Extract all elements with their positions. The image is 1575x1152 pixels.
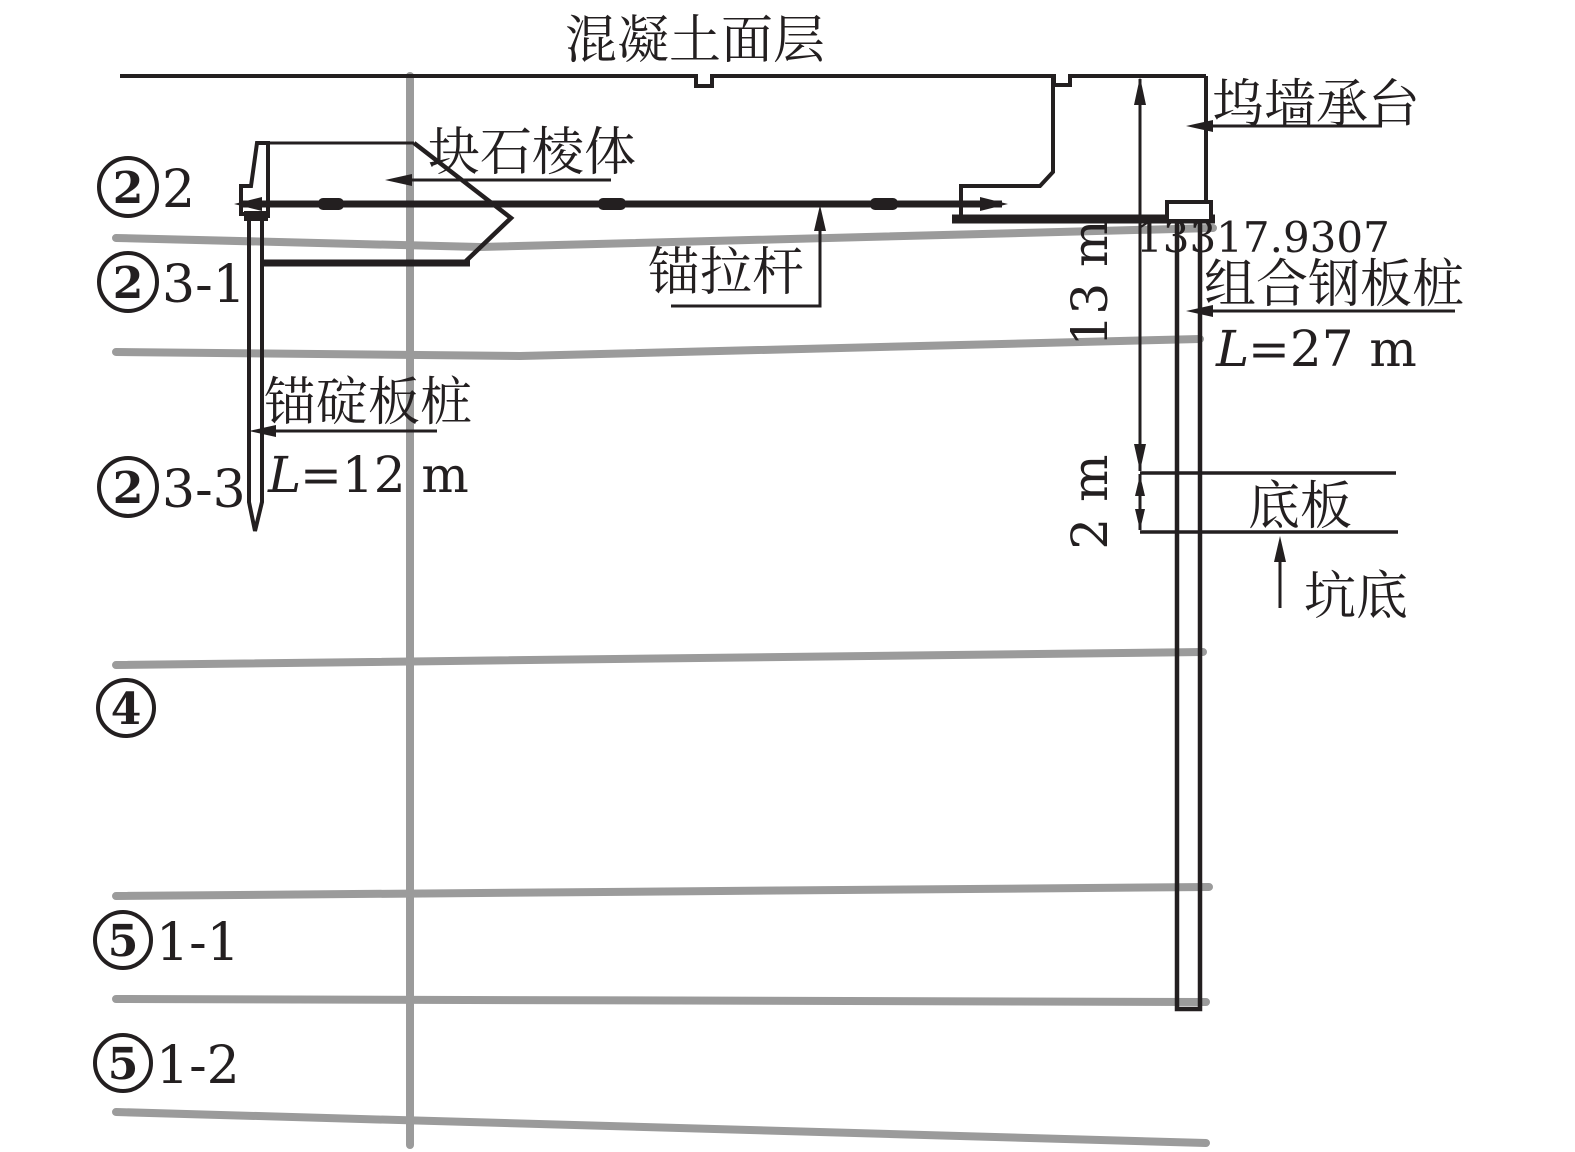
soil-layer-line-6 [116,1112,1206,1143]
concrete-surface-label: 混凝土面层 [565,11,826,71]
soil-layer-line-3 [116,652,1203,665]
layer-index: 2 [112,463,144,514]
concrete-surface-line [120,76,1206,86]
layer-suffix: 3-1 [162,255,246,315]
soil-layer-label-5-1-1 [95,912,240,973]
pit-bottom-arrow [1274,536,1286,562]
layer-suffix: 1-2 [156,1036,240,1096]
rock-prism-arrow [385,174,412,186]
rock-prism-label: 块石棱体 [428,123,637,183]
anchor-pile-cap [244,211,268,221]
layer-index: 2 [112,258,144,309]
sheet-pile-label: 组合钢板桩 [1204,255,1465,315]
dim-13m-arrow-top [1134,77,1146,105]
dock-wall-cap-label: 坞墙承台 [1212,75,1421,135]
tie-rod-label: 锚拉杆 [648,243,805,303]
anchor-pile-outline [249,221,262,531]
anchor-pile-label: 锚碇板桩 [264,373,473,433]
anchor-pile-length-var: L [268,446,302,504]
dim-13m-arrow-bottom [1134,444,1146,471]
dock-wall-inner-step [961,77,1053,216]
tie-rod-coupler-2 [598,198,626,210]
anchor-pile-length-value: =12 m [300,446,469,504]
soil-layer-label-4 [98,680,154,736]
soil-layer-line-5 [116,999,1206,1002]
elevation-number: 13317.9307 [1136,213,1390,262]
sheet-pile-length-value: =27 m [1248,320,1417,378]
tie-rod-arrow-right [980,197,1008,211]
dim-2m-label: 2 m [1061,454,1119,550]
soil-layer-label-2-2 [99,158,195,220]
layer-suffix: 1-1 [156,913,240,973]
layer-index: 5 [107,916,139,967]
sheet-pile-length-var: L [1216,320,1250,378]
tie-rod-coupler-1 [318,198,344,210]
tie-rod-label-arrow [814,205,826,231]
tie-rod-coupler-3 [870,198,898,210]
dim-13m-label: 13 m [1061,219,1119,347]
dim-2m-arrow-bottom [1135,509,1145,530]
dim-2m-arrow-top [1135,475,1145,496]
tie-rod-arrow-left [234,197,262,211]
layer-index: 5 [107,1039,139,1090]
layer-suffix: 2 [162,160,196,220]
layer-index: 2 [112,163,144,214]
layer-suffix: 3-3 [162,460,246,520]
soil-layer-line-4 [116,887,1209,896]
dock-wall-cap-arrow [1186,120,1213,132]
soil-layer-line-2 [116,339,1200,356]
soil-layer-label-5-1-2 [95,1035,240,1096]
pit-bottom-label: 坑底 [1304,567,1409,627]
soil-layer-label-2-3-1 [99,253,246,315]
layer-index: 4 [110,684,142,735]
soil-layer-label-2-3-3 [99,458,246,520]
bottom-slab-label: 底板 [1248,477,1353,537]
